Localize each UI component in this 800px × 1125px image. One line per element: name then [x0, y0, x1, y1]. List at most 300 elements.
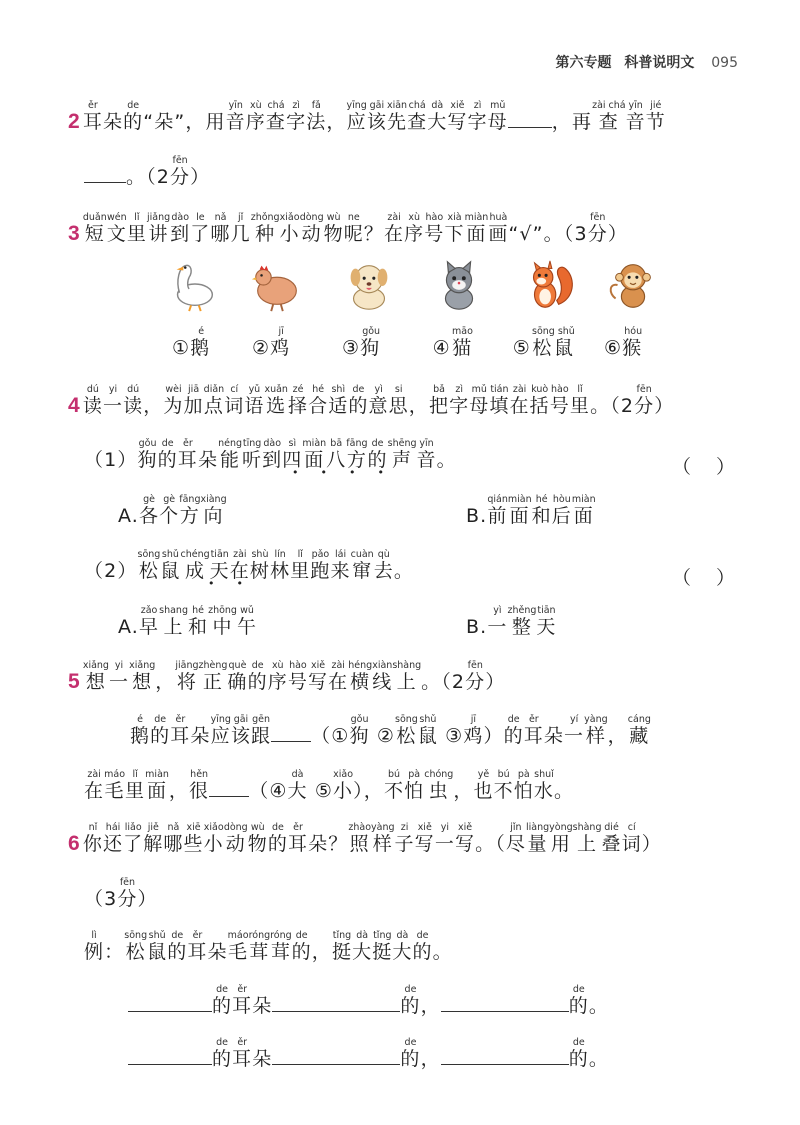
- hanzi: 里lǐ: [290, 549, 311, 582]
- section-title: 科普说明文: [624, 55, 695, 71]
- hanzi: 成chéng: [180, 549, 210, 582]
- hanzi: 分fēn: [170, 155, 191, 188]
- hanzi: 应yīng: [346, 100, 367, 133]
- hanzi: 序xù: [245, 100, 266, 133]
- hanzi: 的de: [503, 714, 524, 747]
- hanzi: 面miàn: [145, 769, 169, 802]
- hanzi: （④: [249, 780, 288, 802]
- option-text: [118, 605, 258, 638]
- hanzi: 松sōng: [124, 930, 148, 963]
- hanzi: 的de: [157, 438, 178, 471]
- hanzi: 的de: [568, 1037, 589, 1070]
- hanzi: ，: [408, 395, 429, 417]
- hanzi: 。: [432, 941, 453, 963]
- hanzi: “√”。（3: [508, 223, 588, 245]
- hanzi: 的de: [212, 984, 233, 1017]
- hanzi: 确què: [227, 660, 248, 693]
- hanzi: 语yǔ: [244, 384, 265, 417]
- hanzi: 也yě: [473, 769, 494, 802]
- template-text: [212, 1037, 273, 1070]
- hanzi: 想xiǎng: [82, 660, 109, 693]
- answer-paren[interactable]: （ ）: [672, 456, 745, 478]
- q6-answer-row-1: [128, 984, 609, 1016]
- hanzi: 尽jǐn: [505, 822, 527, 855]
- hanzi: 该gāi: [230, 714, 252, 747]
- hanzi: ）: [137, 888, 158, 910]
- hanzi: 意yì: [368, 384, 389, 417]
- hanzi: 括kuò: [529, 384, 550, 417]
- hanzi: 在zài: [229, 549, 250, 582]
- hanzi: 把bǎ: [428, 384, 450, 417]
- hanzi: ，: [420, 1048, 441, 1070]
- hanzi: 狗gǒu: [137, 438, 158, 471]
- answer-blank[interactable]: [441, 1010, 569, 1012]
- hanzi: 能néng: [218, 438, 242, 471]
- option-text: [118, 494, 227, 527]
- hanzi: 的de: [267, 822, 288, 855]
- hanzi: 前qián: [487, 494, 508, 527]
- hanzi: 里lǐ: [569, 384, 591, 417]
- hanzi: 朵: [207, 941, 228, 963]
- hanzi: 音yīn: [225, 100, 246, 133]
- hanzi: 向xiàng: [200, 494, 227, 527]
- hanzi: 选xuǎn: [264, 384, 288, 417]
- hanzi: 的de: [568, 984, 589, 1017]
- hanzi: 用yòng: [549, 822, 573, 855]
- hanzi: 物wù: [323, 212, 344, 245]
- hanzi: 用: [205, 111, 226, 133]
- hanzi: ，: [420, 995, 441, 1017]
- hanzi: 后hòu: [551, 494, 572, 527]
- animal-option-monkey[interactable]: [604, 326, 642, 358]
- question-3-prompt: [68, 212, 628, 244]
- hanzi: 鸡jī: [463, 714, 484, 747]
- q2-text-b: [551, 100, 666, 133]
- hanzi: 讲jiǎng: [147, 212, 171, 245]
- hanzi: 的de: [167, 930, 188, 963]
- hanzi: 先xiān: [386, 100, 408, 133]
- hanzi: 面miàn: [302, 438, 327, 471]
- hanzi: 鼠shǔ: [160, 549, 181, 582]
- hanzi: 物wù: [247, 822, 268, 855]
- q4-option-1a: [118, 494, 227, 526]
- hanzi: 中zhōng: [208, 605, 237, 638]
- hanzi: 林lín: [270, 549, 291, 582]
- animal-option-hen[interactable]: [252, 326, 290, 358]
- hanzi: 的de: [400, 1037, 421, 1070]
- cat-icon: [430, 256, 488, 314]
- emphasis-dots: ••••: [292, 466, 406, 479]
- hanzi: 在zài: [84, 769, 105, 802]
- hanzi: 解jiě: [143, 822, 164, 855]
- hanzi: 写xiě: [454, 822, 476, 855]
- hanzi: 些xiē: [183, 822, 204, 855]
- hanzi: 和hé: [531, 494, 552, 527]
- hanzi: 鼠shǔ: [417, 714, 438, 747]
- hanzi: ：: [104, 941, 125, 963]
- hanzi: 早zǎo: [138, 605, 160, 638]
- hanzi: （2）: [84, 560, 138, 582]
- hanzi: 的de: [348, 384, 369, 417]
- hanzi: 照zhào: [348, 822, 372, 855]
- hanzi: 样yàng: [371, 822, 395, 855]
- hanzi: 你nǐ: [82, 822, 103, 855]
- answer-blank[interactable]: [508, 126, 552, 128]
- option-label: ④猫māo: [432, 326, 473, 359]
- template-text: [212, 984, 273, 1017]
- hanzi: 填tián: [489, 384, 510, 417]
- hanzi: 动dòng: [299, 212, 324, 245]
- hanzi: 。: [588, 1048, 609, 1070]
- hanzi: A.: [118, 505, 139, 527]
- hanzi: 几jǐ: [230, 212, 251, 245]
- hanzi: 窜cuàn: [350, 549, 374, 582]
- answer-paren[interactable]: （ ）: [672, 567, 745, 589]
- hanzi: 。: [588, 995, 609, 1017]
- hanzi: 。（2: [590, 395, 635, 417]
- hanzi: 小xiǎo: [203, 822, 224, 855]
- q4-option-2b: [466, 605, 557, 637]
- hanzi: 种zhǒng: [250, 212, 280, 245]
- answer-blank[interactable]: [128, 1010, 212, 1012]
- example-text: [84, 930, 453, 963]
- hanzi: 呢ne: [343, 212, 364, 245]
- question-number: 6: [68, 832, 81, 855]
- hanzi: 择zé: [287, 384, 309, 417]
- hanzi: 想xiǎng: [129, 660, 156, 693]
- hanzi: 四sì: [282, 438, 303, 471]
- hanzi: 查chá: [407, 100, 428, 133]
- hanzi: 下xià: [444, 212, 465, 245]
- hanzi: 天tiān: [209, 549, 230, 582]
- q6-score: [84, 877, 158, 909]
- hanzi: 词cí: [621, 822, 642, 855]
- hanzi: 面miàn: [571, 494, 596, 527]
- hanzi: 耳ěr: [170, 714, 191, 747]
- hanzi: 茸róng: [270, 930, 292, 963]
- hanzi: 跟gēn: [251, 714, 272, 747]
- hanzi: 样yàng: [584, 714, 608, 747]
- hanzi: 天tiān: [536, 605, 557, 638]
- animal-option-dog[interactable]: [342, 326, 380, 358]
- hanzi: 大dà: [392, 930, 413, 963]
- hanzi: 一yi: [102, 384, 124, 417]
- hanzi: 文wén: [106, 212, 127, 245]
- hanzi: 号hào: [549, 384, 570, 417]
- q2-score: [126, 155, 211, 188]
- hanzi: 朵: [102, 111, 124, 133]
- hanzi: 水shuǐ: [533, 769, 555, 802]
- hanzi: 查chá: [265, 100, 287, 133]
- hanzi: 狗gǒu: [349, 714, 370, 747]
- hanzi: 茸róng: [248, 930, 271, 963]
- hanzi: 松sōng: [395, 714, 418, 747]
- hanzi: 例lì: [84, 930, 105, 963]
- hanzi: 方fāng: [179, 494, 201, 527]
- q5-text-a: [130, 714, 272, 747]
- hanzi: 在zài: [384, 212, 405, 245]
- hanzi: 一yí: [564, 714, 585, 747]
- hanzi: ？: [363, 223, 385, 245]
- hanzi: 的de: [291, 930, 312, 963]
- template-text: [568, 1037, 609, 1070]
- answer-blank[interactable]: [441, 1063, 569, 1065]
- hanzi: ）: [607, 223, 628, 245]
- hanzi: 毛máo: [227, 930, 249, 963]
- goose-icon: [164, 256, 222, 314]
- hanzi: 耳ěr: [287, 822, 309, 855]
- hanzi: ，: [143, 395, 164, 417]
- hanzi: ？: [328, 833, 349, 855]
- hanzi: 整zhěng: [507, 605, 537, 638]
- q6-answer-row-2: [128, 1037, 609, 1069]
- hanzi: 小xiǎo: [279, 212, 300, 245]
- hanzi: 大dà: [352, 930, 373, 963]
- hanzi: 毛máo: [104, 769, 126, 802]
- answer-blank[interactable]: [272, 1010, 400, 1012]
- question-number: 3: [68, 222, 81, 245]
- q2-text-a: [82, 100, 508, 133]
- hanzi: ，: [311, 941, 332, 963]
- hanzi: 加jiā: [183, 384, 204, 417]
- hanzi: 写xiě: [307, 660, 329, 693]
- hanzi: 的de: [123, 100, 144, 133]
- answer-blank[interactable]: [84, 181, 126, 183]
- hanzi: 鹅é: [130, 714, 151, 747]
- hanzi: ②: [369, 725, 395, 747]
- hanzi: 短duǎn: [82, 212, 107, 245]
- hen-icon: [248, 256, 306, 314]
- hanzi: 一yi: [434, 822, 455, 855]
- hanzi: 八bā: [326, 438, 347, 471]
- hanzi: 去qù: [373, 549, 394, 582]
- q6-score-text: [84, 877, 158, 910]
- hanzi: 词cí: [224, 384, 245, 417]
- hanzi: 耳ěr: [177, 438, 198, 471]
- hanzi: ，: [168, 780, 190, 802]
- template-text: [400, 1037, 441, 1070]
- hanzi: 还hái: [102, 822, 124, 855]
- hanzi: 藏cáng: [627, 714, 651, 747]
- q5-text: [82, 660, 506, 693]
- hanzi: 来lái: [330, 549, 351, 582]
- animal-option-cat[interactable]: [432, 326, 473, 358]
- hanzi: 母mǔ: [469, 384, 490, 417]
- hanzi: 小xiǎo: [333, 769, 354, 802]
- question-number: 4: [68, 394, 81, 417]
- hanzi: 应yīng: [210, 714, 231, 747]
- hanzi: B.: [466, 505, 488, 527]
- page-number: 095: [711, 55, 738, 71]
- hanzi: 字zì: [449, 384, 470, 417]
- option-label: ⑤松鼠sōng shǔ: [512, 326, 575, 359]
- hanzi: A.: [118, 616, 139, 638]
- animal-option-squirrel[interactable]: [512, 326, 575, 358]
- hanzi: 松sōng: [137, 549, 161, 582]
- question-4-prompt: [68, 384, 674, 416]
- hanzi: 怕pà: [404, 769, 425, 802]
- hanzi: 。（: [475, 833, 506, 855]
- hanzi: 树shù: [249, 549, 271, 582]
- hanzi: 分fēn: [465, 660, 486, 693]
- section-label: 第六专题: [555, 55, 612, 71]
- hanzi: 查zài chá: [592, 100, 626, 133]
- hanzi: ③: [437, 725, 464, 747]
- hanzi: 了liǎo: [123, 822, 144, 855]
- hanzi: 鼠shǔ: [147, 930, 168, 963]
- hanzi: 音yīn: [625, 100, 646, 133]
- hanzi: 哪nǎ: [210, 212, 231, 245]
- q4-option-1b: [466, 494, 596, 526]
- hanzi: 上shàng: [572, 822, 602, 855]
- hanzi: ），: [353, 780, 384, 802]
- question-5-prompt: [68, 660, 506, 692]
- hanzi: 声shēng: [387, 438, 417, 471]
- hanzi: ，: [155, 671, 176, 693]
- hanzi: （3: [84, 888, 118, 910]
- hanzi: 横héng: [348, 660, 373, 693]
- hanzi: 到dào: [170, 212, 191, 245]
- hanzi: 点diǎn: [203, 384, 225, 417]
- hanzi: （①: [311, 725, 350, 747]
- hanzi: 不bú: [493, 769, 514, 802]
- hanzi: 面miàn: [464, 212, 489, 245]
- hanzi: 怕pà: [513, 769, 534, 802]
- hanzi: 耳ěr: [523, 714, 544, 747]
- squirrel-icon: [520, 256, 578, 314]
- hanzi: 虫chóng: [424, 769, 454, 802]
- hanzi: 写xiě: [447, 100, 468, 133]
- hanzi: 不bú: [383, 769, 405, 802]
- hanzi: B.: [466, 616, 488, 638]
- q6-text: [82, 822, 662, 855]
- hanzi: 分fēn: [634, 384, 655, 417]
- answer-blank[interactable]: [209, 795, 249, 797]
- question-number: 2: [68, 110, 81, 133]
- hanzi: 。: [436, 449, 457, 471]
- template-text: [400, 984, 441, 1017]
- hanzi: 和hé: [187, 605, 209, 638]
- hanzi: 动dòng: [223, 822, 248, 855]
- hanzi: 午wǔ: [236, 605, 258, 638]
- hanzi: 字zì: [467, 100, 488, 133]
- hanzi: ）: [483, 725, 504, 747]
- hanzi: 在zài: [509, 384, 530, 417]
- hanzi: 线xiàn: [372, 660, 393, 693]
- hanzi: 号hào: [287, 660, 308, 693]
- hanzi: 。: [393, 560, 414, 582]
- question-number: 5: [68, 670, 81, 693]
- hanzi: 跑pǎo: [310, 549, 331, 582]
- monkey-icon: [604, 256, 662, 314]
- hanzi: 分fēn: [587, 212, 608, 245]
- hanzi: 很hěn: [189, 769, 210, 802]
- question-2-line-1: [68, 100, 666, 132]
- hanzi: 听tīng: [242, 438, 263, 471]
- hanzi: “朵”，: [143, 111, 206, 133]
- hanzi: 里lǐ: [126, 212, 147, 245]
- hanzi: 。（2: [126, 166, 171, 188]
- dog-icon: [340, 256, 398, 314]
- hanzi: ）: [641, 833, 662, 855]
- hanzi: ）: [654, 395, 675, 417]
- hanzi: 里lǐ: [125, 769, 146, 802]
- q5-text-b: [311, 714, 651, 747]
- option-text: [466, 605, 557, 638]
- hanzi: 上shàng: [392, 660, 422, 693]
- hanzi: 该gāi: [366, 100, 387, 133]
- hanzi: ⑤: [307, 780, 334, 802]
- hanzi: 朵: [252, 1048, 273, 1070]
- hanzi: 量liàng: [526, 822, 550, 855]
- hanzi: 个gè: [159, 494, 180, 527]
- q5-text-d: [249, 769, 575, 802]
- hanzi: 在zài: [328, 660, 349, 693]
- hanzi: 一yì: [487, 605, 508, 638]
- answer-blank[interactable]: [272, 1063, 400, 1065]
- page-header: [556, 52, 738, 72]
- hanzi: 音yīn: [416, 438, 437, 471]
- hanzi: 大dà: [427, 100, 448, 133]
- answer-blank[interactable]: [271, 740, 311, 742]
- hanzi: 序xù: [267, 660, 288, 693]
- hanzi: 画huà: [488, 212, 509, 245]
- hanzi: 读dú: [123, 384, 144, 417]
- hanzi: 的de: [212, 1037, 233, 1070]
- q4-option-2a: [118, 605, 257, 637]
- hanzi: 了le: [190, 212, 211, 245]
- hanzi: 耳ěr: [232, 1037, 253, 1070]
- hanzi: 朵: [197, 449, 219, 471]
- hanzi: ，: [551, 111, 572, 133]
- hanzi: 的de: [400, 984, 421, 1017]
- hanzi: 的de: [150, 714, 171, 747]
- animal-option-goose[interactable]: [172, 326, 210, 358]
- option-text: [466, 494, 596, 527]
- hanzi: 耳ěr: [82, 100, 103, 133]
- hanzi: 朵: [190, 725, 211, 747]
- hanzi: 。: [554, 780, 575, 802]
- hanzi: ，: [326, 111, 347, 133]
- hanzi: 叠dié: [601, 822, 622, 855]
- hanzi: 写xiě: [414, 822, 435, 855]
- hanzi: 思si: [388, 384, 409, 417]
- hanzi: 子zi: [394, 822, 415, 855]
- hanzi: ，: [453, 780, 474, 802]
- q5-text-c: [84, 769, 210, 802]
- hanzi: （1）: [84, 449, 138, 471]
- hanzi: 。（2: [421, 671, 466, 693]
- answer-blank[interactable]: [128, 1063, 212, 1065]
- option-label: ①鹅é: [172, 326, 211, 359]
- hanzi: 法fǎ: [306, 100, 327, 133]
- hanzi: 朵: [252, 995, 273, 1017]
- hanzi: 大dà: [287, 769, 308, 802]
- hanzi: 各gè: [138, 494, 160, 527]
- hanzi: 到dào: [262, 438, 283, 471]
- hanzi: 朵: [308, 833, 329, 855]
- hanzi: ）: [485, 671, 506, 693]
- hanzi: 序xù: [404, 212, 425, 245]
- q3-text: [82, 212, 628, 245]
- hanzi: 为wèi: [163, 384, 184, 417]
- hanzi: 读dú: [82, 384, 103, 417]
- hanzi: 一yi: [108, 660, 130, 693]
- hanzi: 适shì: [328, 384, 349, 417]
- hanzi: 方fāng: [346, 438, 368, 471]
- hanzi: 挺tǐng: [331, 930, 353, 963]
- hanzi: 分fēn: [117, 877, 138, 910]
